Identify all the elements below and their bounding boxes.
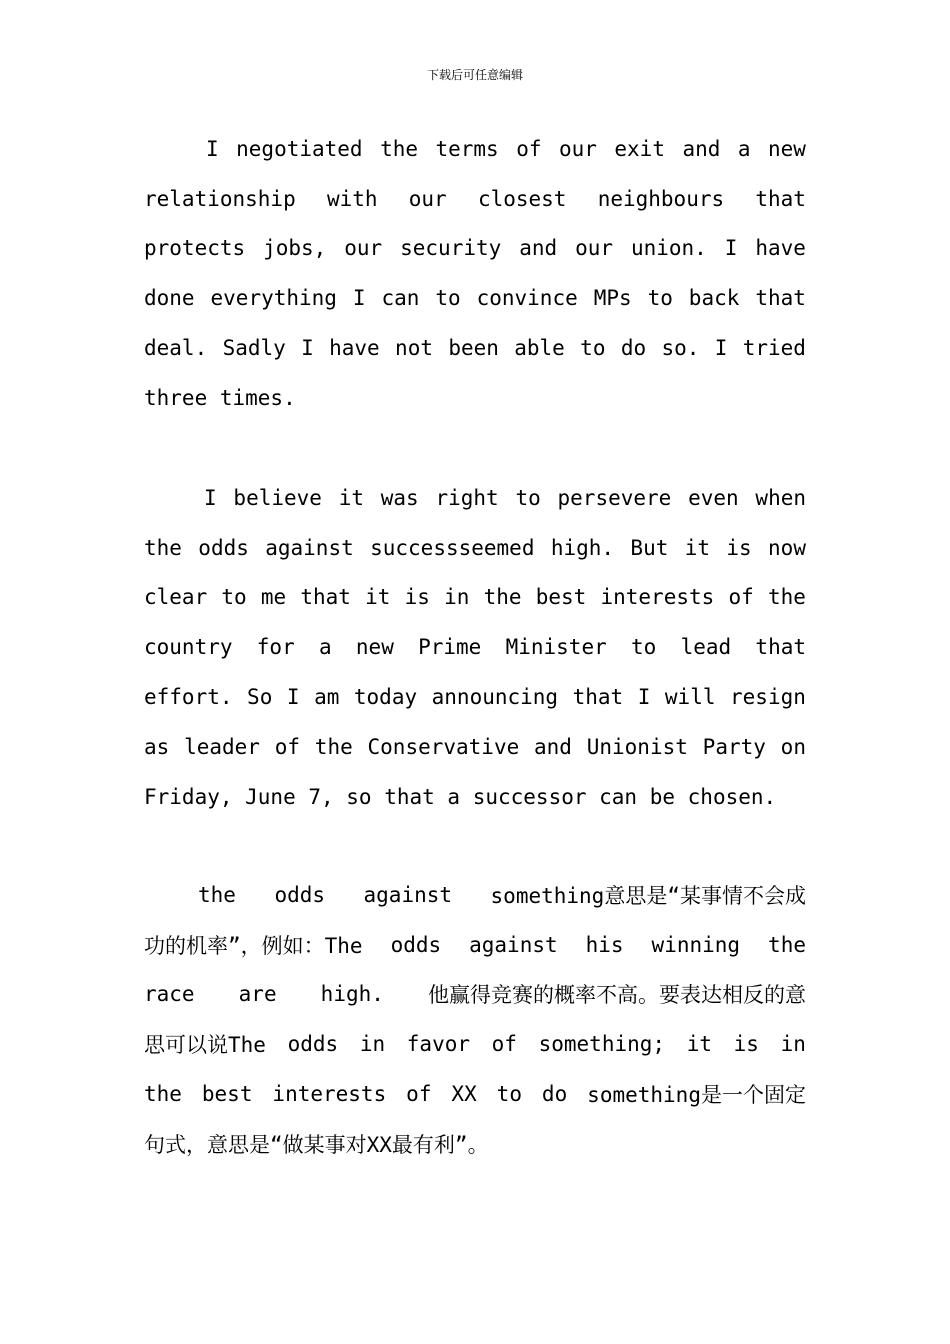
word: our bbox=[408, 186, 447, 211]
word: to bbox=[435, 286, 461, 311]
word: leader bbox=[184, 734, 260, 759]
word: of bbox=[728, 585, 754, 610]
word: the bbox=[198, 882, 236, 907]
word: something意思是“某事情不会成 bbox=[490, 883, 806, 908]
word: jobs, bbox=[263, 236, 327, 261]
paragraph-line bbox=[144, 970, 806, 1020]
word: successseemed bbox=[370, 535, 535, 560]
word: I bbox=[301, 336, 314, 361]
word: it bbox=[686, 1032, 712, 1057]
word: announcing bbox=[431, 685, 559, 710]
word: not bbox=[395, 336, 433, 361]
word: something是一个固定 bbox=[587, 1083, 806, 1108]
paragraph-line bbox=[144, 870, 806, 920]
word: favor bbox=[406, 1032, 470, 1057]
word: odds bbox=[274, 882, 326, 907]
word: done bbox=[144, 286, 195, 311]
word: our bbox=[575, 236, 614, 261]
word: of bbox=[406, 1082, 432, 1107]
word: it bbox=[338, 485, 364, 510]
word: our bbox=[344, 236, 383, 261]
word: 功的机率”，例如：The bbox=[144, 933, 363, 958]
word: with bbox=[326, 186, 378, 211]
paragraph-1 bbox=[144, 124, 806, 423]
word: So bbox=[247, 685, 273, 710]
word: on bbox=[780, 734, 806, 759]
word: is bbox=[726, 535, 752, 560]
paragraph-line bbox=[144, 323, 806, 373]
word: am bbox=[314, 685, 340, 710]
word: and bbox=[534, 734, 572, 759]
word: a bbox=[737, 136, 751, 161]
word: against bbox=[469, 932, 558, 957]
word: to bbox=[631, 635, 657, 660]
word: even bbox=[688, 485, 739, 510]
paragraph-line bbox=[144, 124, 806, 174]
paragraph-line bbox=[144, 622, 806, 672]
word: odds bbox=[198, 535, 249, 560]
word: high. bbox=[550, 535, 615, 560]
word: so. bbox=[661, 336, 700, 361]
word: of bbox=[274, 734, 301, 759]
word: against bbox=[363, 882, 453, 907]
word: lead bbox=[680, 635, 732, 660]
word: when bbox=[755, 485, 806, 510]
word: to bbox=[647, 286, 673, 311]
word: tried bbox=[742, 336, 806, 361]
word: a bbox=[318, 635, 332, 660]
word: effort. bbox=[144, 685, 233, 710]
word: the bbox=[483, 585, 522, 610]
word: interests bbox=[600, 585, 715, 610]
word: relationship bbox=[144, 186, 296, 211]
word: as bbox=[144, 734, 170, 759]
word: it bbox=[365, 585, 391, 610]
paragraph-line bbox=[144, 920, 806, 970]
paragraph-line bbox=[144, 722, 806, 772]
word: protects bbox=[144, 236, 246, 261]
word: in bbox=[359, 1032, 386, 1057]
word: can bbox=[381, 286, 420, 311]
word: his bbox=[585, 932, 624, 957]
word: But bbox=[630, 535, 669, 560]
word: and bbox=[682, 136, 721, 161]
word: Minister bbox=[505, 635, 607, 660]
word: me bbox=[260, 585, 287, 610]
word: I bbox=[714, 336, 728, 361]
word: been bbox=[448, 336, 499, 361]
word: new bbox=[355, 635, 394, 660]
word: the bbox=[767, 585, 806, 610]
word: in bbox=[444, 585, 470, 610]
word: I bbox=[204, 485, 217, 510]
word: 思可以说The bbox=[144, 1033, 266, 1058]
word: neighbours bbox=[597, 186, 725, 211]
word: able bbox=[514, 336, 565, 361]
paragraph-line bbox=[144, 672, 806, 722]
paragraph-line bbox=[144, 523, 806, 573]
word: I bbox=[352, 286, 366, 311]
word: exit bbox=[614, 136, 665, 161]
word: that bbox=[755, 635, 806, 660]
word: have bbox=[755, 236, 806, 261]
word: I bbox=[724, 236, 738, 261]
word: for bbox=[256, 635, 295, 660]
word: Party bbox=[702, 734, 766, 759]
word: do bbox=[541, 1082, 568, 1107]
paragraph-2 bbox=[144, 473, 806, 822]
word: believe bbox=[233, 485, 322, 510]
word: to bbox=[515, 485, 541, 510]
word: it bbox=[684, 535, 711, 560]
word: closest bbox=[477, 186, 567, 211]
word: was bbox=[380, 485, 419, 510]
word: race bbox=[144, 982, 195, 1007]
word: in bbox=[780, 1032, 806, 1057]
word: odds bbox=[287, 1032, 339, 1057]
word: have bbox=[329, 336, 380, 361]
word: MPs bbox=[593, 286, 632, 311]
word: the bbox=[314, 734, 353, 759]
word: back bbox=[688, 286, 740, 311]
word: to bbox=[496, 1082, 522, 1107]
word: the bbox=[768, 932, 806, 957]
word: to bbox=[221, 585, 247, 610]
word: high. bbox=[320, 982, 384, 1007]
paragraph-line: Friday, June 7, so that a successor can be chosen. bbox=[144, 784, 777, 809]
word: deal. bbox=[144, 336, 208, 361]
word: terms bbox=[435, 136, 499, 161]
word: that bbox=[572, 685, 624, 710]
word: the bbox=[144, 1082, 182, 1107]
word: Sadly bbox=[222, 336, 286, 361]
word: security bbox=[400, 236, 502, 261]
word: Unionist bbox=[586, 734, 688, 759]
word: Conservative bbox=[367, 734, 520, 759]
word: now bbox=[768, 535, 806, 560]
word: to bbox=[580, 336, 606, 361]
word: persevere bbox=[557, 485, 672, 510]
paragraph-line: 句式，意思是“做某事对XX最有利”。 bbox=[144, 1132, 489, 1157]
word: odds bbox=[390, 932, 442, 957]
paragraph-line bbox=[144, 1069, 806, 1119]
word: interests bbox=[272, 1082, 387, 1107]
word: country bbox=[144, 635, 233, 660]
word: best bbox=[535, 585, 587, 610]
word: that bbox=[755, 286, 806, 311]
word: best bbox=[201, 1082, 253, 1107]
word: today bbox=[353, 685, 418, 710]
word: that bbox=[300, 585, 351, 610]
paragraph-line bbox=[144, 224, 806, 274]
word: winning bbox=[651, 932, 741, 957]
word: I bbox=[637, 685, 651, 710]
word: and bbox=[519, 236, 558, 261]
word: right bbox=[435, 485, 499, 510]
paragraph-line bbox=[144, 473, 806, 523]
paragraph-line bbox=[144, 174, 806, 224]
word: convince bbox=[476, 286, 578, 311]
word: something; bbox=[538, 1032, 666, 1057]
word: Prime bbox=[418, 635, 482, 660]
word: do bbox=[620, 336, 647, 361]
word: the bbox=[144, 535, 182, 560]
page-header: 下载后可任意编辑 bbox=[426, 68, 523, 82]
paragraph-line bbox=[144, 573, 806, 623]
word: union. bbox=[630, 236, 707, 261]
paragraph-line bbox=[144, 1019, 806, 1069]
word: I bbox=[206, 136, 219, 161]
word: our bbox=[558, 136, 597, 161]
word: of bbox=[516, 136, 542, 161]
word: is bbox=[404, 585, 430, 610]
word: new bbox=[768, 136, 806, 161]
word: negotiated bbox=[236, 136, 363, 161]
word: XX bbox=[451, 1082, 477, 1107]
word: clear bbox=[144, 585, 208, 610]
word: of bbox=[491, 1032, 517, 1057]
word: the bbox=[380, 136, 418, 161]
word: everything bbox=[210, 286, 337, 311]
paragraph-line: three times. bbox=[144, 385, 296, 410]
word: will bbox=[664, 685, 716, 710]
word: I bbox=[286, 685, 300, 710]
word: that bbox=[755, 186, 806, 211]
paragraph-3 bbox=[144, 870, 806, 1169]
word: resign bbox=[730, 685, 806, 710]
word: are bbox=[238, 982, 277, 1007]
word: 他赢得竞赛的概率不高。要表达相反的意 bbox=[427, 983, 806, 1008]
word: is bbox=[733, 1032, 759, 1057]
paragraph-line bbox=[144, 273, 806, 323]
word: against bbox=[265, 535, 354, 560]
